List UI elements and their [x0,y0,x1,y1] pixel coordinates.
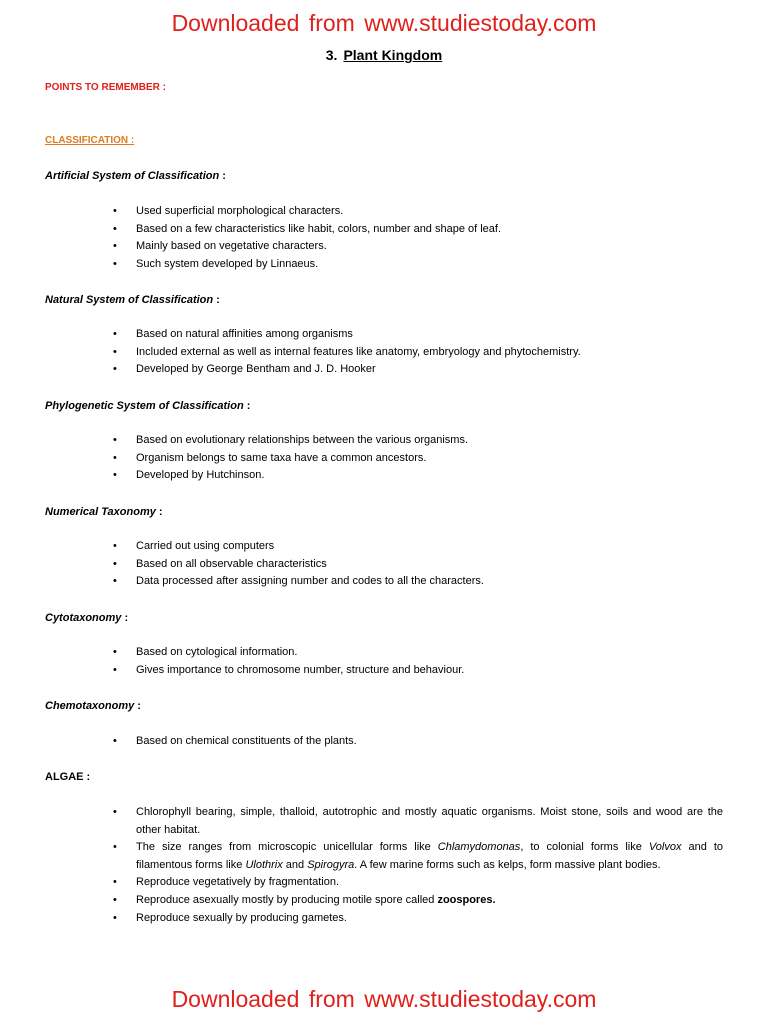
numerical-list [0,538,484,591]
natural-heading [45,293,220,307]
text-run: and to filamentous forms like [136,841,723,871]
list-item: • Based on all observable characteristics [0,556,484,574]
artificial-heading-text: Artificial System of Classification [45,170,220,182]
list-item: • Chlorophyll bearing, simple, thalloid, autotrophic and mostly aquatic organisms. Moist stone, soils and wood are the other habitat. [0,804,723,839]
bold-term: zoospores. [437,893,496,906]
points-heading: POINTS TO REMEMBER : [45,82,166,93]
header-watermark-link[interactable]: Downloaded from www.studiestoday.com [171,10,597,36]
phylogenetic-heading-text: Phylogenetic System of Classification [45,400,244,412]
list-item: • Such system developed by Linnaeus. [0,256,501,274]
list-item: • Developed by George Bentham and J. D. Hooker [0,361,581,379]
list-item: • Carried out using computers [0,538,484,556]
text-run: The size ranges from microscopic unicellular forms like [136,841,438,854]
species-name: Volvox [648,841,682,854]
cyto-list [0,644,464,679]
list-item: • Organism belongs to same taxa have a common ancestors. [0,450,468,468]
cyto-heading-colon: : [121,612,129,624]
list-item: • Reproduce sexually by producing gametes. [0,910,723,928]
chapter-title: Plant Kingdom [343,47,443,63]
list-item [0,839,723,874]
list-item: • Based on chemical constituents of the plants. [0,733,357,751]
list-item: • Mainly based on vegetative characters. [0,238,501,256]
natural-heading-colon: : [213,294,220,306]
list-item: • Data processed after assigning number and codes to all the characters. [0,573,484,591]
artificial-heading [45,169,226,183]
phylogenetic-list [0,432,468,485]
chemo-heading-colon: : [134,700,141,712]
artificial-list [0,203,501,273]
species-name: Spirogyra [307,858,355,871]
chemo-heading [45,699,141,713]
numerical-heading-text: Numerical Taxonomy [45,506,156,518]
species-name: Chlamydomonas [437,841,521,854]
page-title [0,46,768,64]
list-item: • Developed by Hutchinson. [0,467,468,485]
phylogenetic-heading [45,399,250,413]
list-item: • Based on natural affinities among organisms [0,326,581,344]
text-run: , to colonial forms like [520,841,649,854]
algae-list [0,804,723,927]
list-item: • Used superficial morphological characters. [0,203,501,221]
list-item: • Gives importance to chromosome number, structure and behaviour. [0,662,464,680]
natural-list [0,326,581,379]
chapter-number: 3. [325,47,338,63]
text-run: and [282,858,308,871]
phylogenetic-heading-colon: : [243,400,251,412]
natural-heading-text: Natural System of Classification [45,294,214,306]
species-name: Ulothrix [245,858,283,871]
cyto-heading [45,611,128,625]
text-run: . A few marine forms such as kelps, form massive plant bodies. [354,858,661,871]
list-item: • Based on evolutionary relationships between the various organisms. [0,432,468,450]
chemo-heading-text: Chemotaxonomy [45,700,135,712]
chemo-list [0,733,357,751]
numerical-heading-colon: : [155,506,163,518]
list-item: • Reproduce vegetatively by fragmentation. [0,874,723,892]
list-item: • Based on cytological information. [0,644,464,662]
list-item: • Based on a few characteristics like habit, colors, number and shape of leaf. [0,221,501,239]
cyto-heading-text: Cytotaxonomy [45,612,122,624]
list-item: • Included external as well as internal features like anatomy, embryology and phytochemistry. [0,344,581,362]
numerical-heading [45,505,163,519]
artificial-heading-colon: : [219,170,226,182]
classification-heading: CLASSIFICATION : [45,135,135,146]
algae-heading: ALGAE : [45,771,91,783]
list-item [0,892,723,910]
text-run: Reproduce asexually mostly by producing motile spore called [136,893,438,906]
footer-watermark-link[interactable]: Downloaded from www.studiestoday.com [171,986,597,1012]
